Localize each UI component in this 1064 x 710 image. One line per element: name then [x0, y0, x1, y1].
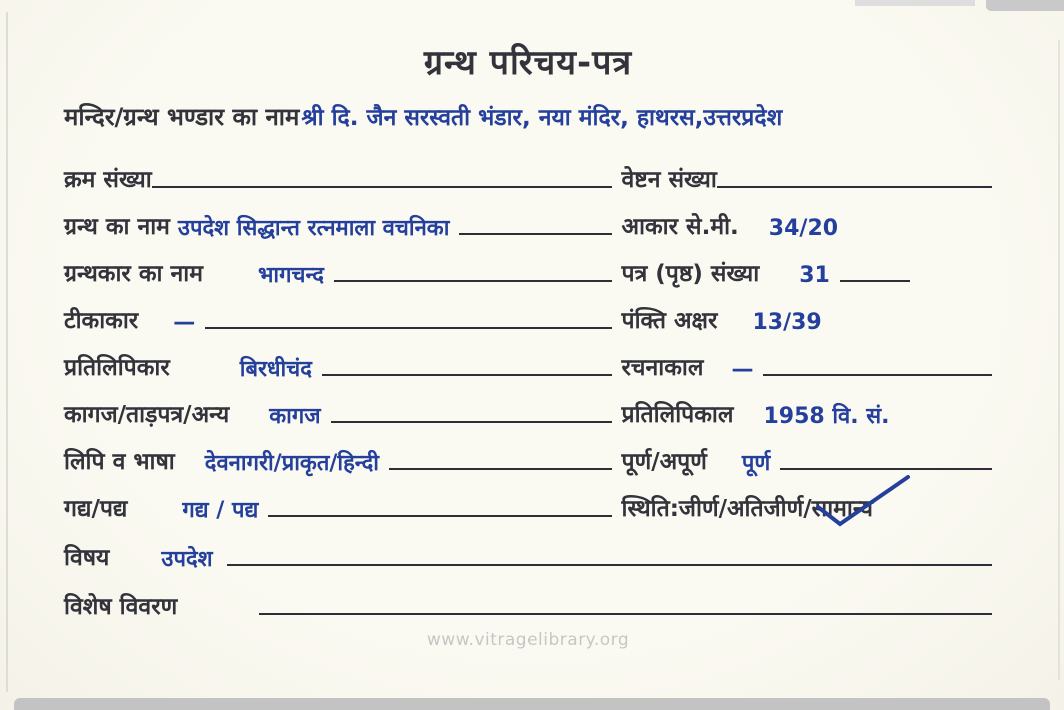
underline: [205, 327, 611, 329]
field-label: लिपि व भाषा: [64, 449, 175, 476]
underline: [227, 564, 992, 566]
underline: [334, 280, 612, 282]
field-label: पंक्ति अक्षर: [621, 308, 718, 335]
field-value: 34/20: [768, 215, 839, 241]
underline: [840, 280, 910, 282]
form-row-subject: [64, 530, 992, 579]
field-label: स्थिति:जीर्ण/अतिजीर्ण/: [621, 496, 812, 523]
field-label: क्रम संख्या: [64, 167, 152, 194]
scan-artifact-top-right: [986, 0, 1064, 11]
field-granth-name: [64, 201, 612, 248]
scan-artifact-right: [1058, 40, 1060, 680]
field-serial-number: [64, 154, 612, 201]
field-value: उपदेश: [161, 546, 213, 572]
field-label: प्रतिलिपिकार: [64, 355, 170, 382]
form-row-material-copydate: [64, 389, 992, 436]
repository-name-label: मन्दिर/ग्रन्थ भण्डार का नाम: [64, 103, 300, 131]
underline: [331, 421, 612, 423]
field-scribe: [64, 342, 612, 389]
underline: [780, 468, 992, 470]
repository-name-row: [64, 102, 992, 144]
form-body: [64, 154, 992, 628]
field-value: —: [173, 309, 196, 335]
field-value: गद्य / पद्य: [182, 497, 259, 523]
field-label: सामान्य: [811, 496, 874, 523]
field-value: भागचन्द: [257, 262, 324, 288]
field-label: ग्रन्थकार का नाम: [64, 261, 203, 288]
underline: [389, 468, 612, 470]
field-value: कागज: [269, 403, 321, 429]
underline: [259, 613, 992, 615]
field-value: देवनागरी/प्राकृत/हिन्दी: [204, 450, 379, 476]
field-label: कागज/ताड़पत्र/अन्य: [64, 402, 230, 429]
form-row-scribe-composition: [64, 342, 992, 389]
field-condition: [622, 483, 992, 530]
field-value: बिरधीचंद: [239, 356, 312, 382]
field-author-name: [64, 248, 612, 295]
field-label: वेष्टन संख्या: [621, 167, 717, 194]
field-label: प्रतिलिपिकाल: [621, 402, 734, 429]
page-title: ग्रन्थ परिचय-पत्र: [423, 43, 633, 83]
condition-checked-option: [812, 495, 873, 524]
field-label: पूर्ण/अपूर्ण: [621, 449, 707, 476]
field-value: 1958 वि. सं.: [763, 403, 890, 429]
scan-artifact-top-mid: [855, 0, 975, 6]
underline: [268, 515, 611, 517]
field-label: गद्य/पद्य: [64, 496, 128, 523]
underline: [152, 186, 612, 188]
field-page-count: [622, 248, 992, 295]
field-label: आकार से.मी.: [621, 214, 739, 241]
field-label: विशेष विवरण: [64, 594, 178, 621]
underline: [459, 233, 611, 235]
field-bundle-number: [622, 154, 992, 201]
form-row-serial-bundle: [64, 154, 992, 201]
field-label: रचनाकाल: [621, 355, 704, 382]
form-row-special-details: [64, 579, 992, 628]
form-row-prose-condition: [64, 483, 992, 530]
field-value: —: [731, 356, 754, 382]
form-row-author-pages: [64, 248, 992, 295]
form-row-script-completeness: [64, 436, 992, 483]
field-label: टीकाकार: [64, 308, 139, 335]
field-prose-verse: [64, 483, 612, 530]
field-value: पूर्ण: [741, 450, 771, 476]
field-material: [64, 389, 612, 436]
scan-artifact-left: [6, 12, 8, 692]
field-completeness: [622, 436, 992, 483]
field-commentator: [64, 295, 612, 342]
form-row-title-size: [64, 201, 992, 248]
field-composition-date: [622, 342, 992, 389]
field-label: पत्र (पृष्ठ) संख्या: [621, 261, 760, 288]
field-label: ग्रन्थ का नाम: [64, 214, 170, 241]
field-lines-letters: [622, 295, 992, 342]
underline: [322, 374, 612, 376]
form-row-commentator-lines: [64, 295, 992, 342]
watermark-text: www.vitragelibrary.org: [426, 630, 630, 650]
field-value: 31: [799, 262, 830, 288]
field-value: 13/39: [752, 309, 822, 335]
field-copy-date: [622, 389, 992, 436]
field-value: उपदेश सिद्धान्त रत्नमाला वचनिका: [177, 215, 450, 241]
repository-name-value: श्री दि. जैन सरस्वती भंडार, नया मंदिर, हाथरस,उत्तरप्रदेश: [301, 105, 783, 131]
field-script-language: [64, 436, 612, 483]
field-label: विषय: [64, 545, 110, 572]
field-size-cm: [622, 201, 992, 248]
underline: [717, 186, 992, 188]
scan-artifact-bottom: [14, 698, 1050, 710]
underline: [763, 374, 992, 376]
